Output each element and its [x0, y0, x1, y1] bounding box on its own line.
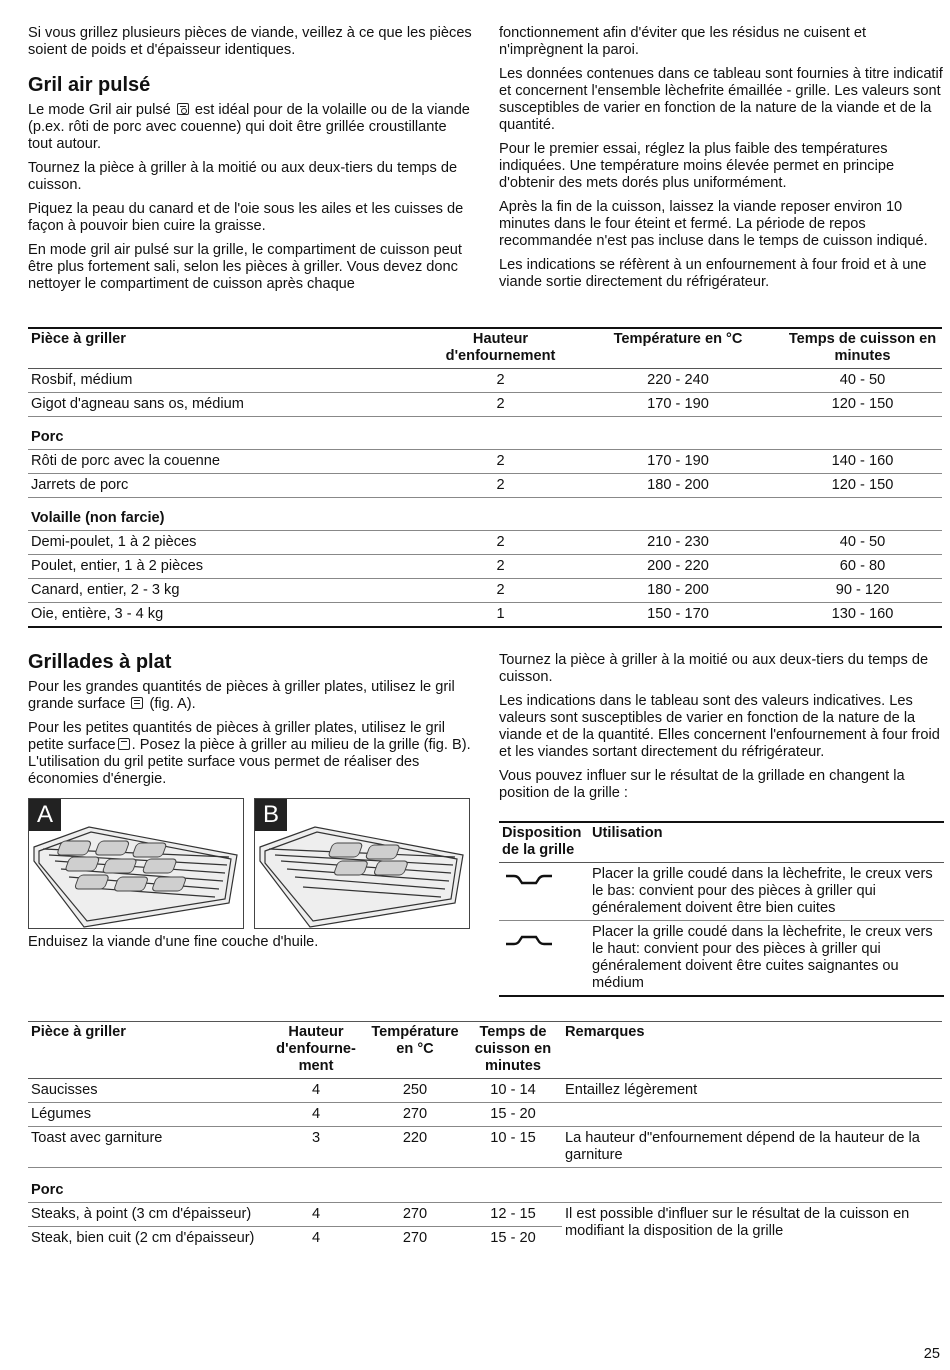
- table-header-row: [28, 1022, 942, 1079]
- gril-air-paragraph-1: Le mode Gril air pulsé est idéal pour de la volaille ou de la viande (p.ex. rôti de porc avec couenne) qui doit être grillée croustillante tout autour.: [28, 102, 470, 152]
- header-temps: Temps de cuisson en minutes: [474, 1024, 552, 1074]
- figure-caption: Enduisez la viande d'une fine couche d'huile.: [28, 934, 319, 950]
- header-temps: Temps de cuisson en minutes: [788, 331, 937, 364]
- figure-a-label: A: [29, 799, 61, 831]
- flat-grill-table: [28, 1021, 942, 1250]
- grillades-paragraph-1: Pour les grandes quantités de pièces à griller plates, utilisez le gril grande surface (fig. A).: [28, 679, 455, 712]
- table-header-row: [499, 822, 944, 863]
- flat-grill-table-wrapper: [28, 1021, 942, 1250]
- left-column-top: [28, 25, 473, 300]
- right-paragraph-0: fonctionnement afin d'éviter que les résidus ne cuisent et n'imprègnent la paroi.: [499, 25, 867, 58]
- gril-air-paragraph-2: Tournez la pièce à griller à la moitié ou aux deux-tiers du temps de cuisson.: [28, 160, 458, 193]
- section-title-gril-air: Gril air pulsé: [28, 74, 151, 96]
- roast-table-wrapper: [28, 327, 942, 628]
- tray-small-illustration: [255, 799, 470, 929]
- rack-table: [499, 821, 944, 997]
- figures: [28, 798, 473, 929]
- group-row-volaille: Volaille (non farcie): [28, 498, 942, 531]
- figure-b-label: B: [255, 799, 287, 831]
- right-mid-paragraph-3: Vous pouvez influer sur le résultat de la grillade en changent la position de la grille :: [499, 768, 905, 801]
- table-row: Toast avec garniture 3 220 10 - 15 La hauteur d"enfournement dépend de la hauteur de la garniture: [28, 1127, 942, 1168]
- group-row-porc: Porc: [28, 417, 942, 450]
- fan-grill-icon: [177, 103, 189, 115]
- figure-caption-wrapper: [28, 934, 473, 958]
- group-row-porc: Porc: [28, 1168, 942, 1203]
- table-row: Saucisses 4 250 10 - 14 Entaillez légèrement: [28, 1079, 942, 1103]
- small-grill-icon: [118, 738, 130, 750]
- header-utilisation: Utilisation: [592, 825, 663, 841]
- table-row: Placer la grille coudé dans la lèchefrite, le creux vers le haut: convient pour des pièces à griller qui généralement doivent être cuites saignantes ou médium: [499, 921, 944, 997]
- large-grill-icon: [131, 697, 143, 709]
- gril-air-paragraph-4: En mode gril air pulsé sur la grille, le compartiment de cuisson peut être plus fortement sali, selon les pièces à griller. Vous devez donc nettoyer le compartiment de cuisson après chaque: [28, 242, 462, 292]
- right-column-top: [499, 25, 944, 298]
- section-title-grillades: Grillades à plat: [28, 651, 172, 673]
- table-row: Steak, bien cuit (2 cm d'épaisseur) 4 270 15 - 20: [31, 1230, 536, 1246]
- right-mid-paragraph-1: Tournez la pièce à griller à la moitié ou aux deux-tiers du temps de cuisson.: [499, 652, 929, 685]
- table-row: Rôti de porc avec la couenne 2 170 - 190 140 - 160: [28, 450, 942, 474]
- header-hauteur: Hauteur d'enfourne-ment: [276, 1024, 356, 1074]
- table-row: Gigot d'agneau sans os, médium 2 170 - 190 120 - 150: [28, 393, 942, 417]
- table-row: Canard, entier, 2 - 3 kg 2 180 - 200 90 - 120: [28, 579, 942, 603]
- table-row: Légumes 4 270 15 - 20: [28, 1103, 942, 1127]
- rack-down-icon: [499, 863, 589, 921]
- header-disposition: Disposition de la grille: [502, 825, 582, 858]
- intro-paragraph: Si vous grillez plusieurs pièces de viande, veillez à ce que les pièces soient de poids et d'épaisseur identiques.: [28, 25, 472, 58]
- table-row: Rosbif, médium 2 220 - 240 40 - 50: [28, 369, 942, 393]
- header-remarques: Remarques: [565, 1024, 645, 1040]
- table-row: Oie, entière, 3 - 4 kg 1 150 - 170 130 - 160: [28, 603, 942, 628]
- rack-up-icon: [499, 921, 589, 997]
- gril-air-paragraph-3: Piquez la peau du canard et de l'oie sous les ailes et les cuisses de façon à pouvoir bien cuire la graisse.: [28, 201, 464, 234]
- table-row: Steaks, à point (3 cm d'épaisseur) 4 270 12 - 15 Il est possible d'influer sur le résultat de la cuisson en modifiant la disposition de la grille: [28, 1203, 942, 1227]
- figure-a: [28, 798, 244, 929]
- rack-table-wrapper: [499, 821, 944, 997]
- right-paragraph-1: Les données contenues dans ce tableau sont fournies à titre indicatif et concernent l'ensemble lèchefrite émaillée - grille. Les valeurs sont susceptibles de varier en fonction de la nature de la viande et de la quantité.: [499, 66, 943, 133]
- header-piece: Pièce à griller: [31, 331, 126, 347]
- grillades-right-column: [499, 652, 944, 809]
- header-piece: Pièce à griller: [31, 1024, 126, 1040]
- table-header-row: [28, 328, 942, 369]
- right-mid-paragraph-2: Les indications dans le tableau sont des valeurs indicatives. Les valeurs sont susceptibles de varier en fonction de la nature de la viande et de la quantité. Elles concernent l'enfournement à four froid et les viandes sortant directement du réfrigérateur.: [499, 693, 940, 760]
- grillades-paragraph-2: Pour les petites quantités de pièces à griller plates, utilisez le gril petite surface . Posez la pièce à griller au milieu de la grille (fig. B). L'utilisation du gril petite surface vous permet de réaliser des économies d'énergie.: [28, 720, 471, 787]
- table-row: Demi-poulet, 1 à 2 pièces 2 210 - 230 40 - 50: [28, 531, 942, 555]
- header-temperature: Température en °C: [371, 1024, 459, 1057]
- right-paragraph-3: Après la fin de la cuisson, laissez la viande reposer environ 10 minutes dans le four éteint et fermé. La période de repos recommandée n'est pas incluse dans le temps de cuisson indiqué.: [499, 199, 928, 249]
- table-row: Poulet, entier, 1 à 2 pièces 2 200 - 220 60 - 80: [28, 555, 942, 579]
- right-paragraph-4: Les indications se réfèrent à un enfournement à four froid et à une viande sortie directement du réfrigérateur.: [499, 257, 927, 290]
- page-number: 25: [923, 1346, 940, 1362]
- right-paragraph-2: Pour le premier essai, réglez la plus faible des températures indiquées. Une température moins élevée permet en principe d'obtenir des mets dorés plus uniformément.: [499, 141, 895, 191]
- table-row: Jarrets de porc 2 180 - 200 120 - 150: [28, 474, 942, 498]
- tray-large-illustration: [29, 799, 244, 929]
- figure-b: [254, 798, 470, 929]
- header-hauteur: Hauteur d'enfournement: [445, 331, 556, 364]
- grillades-left-column: [28, 636, 473, 795]
- header-temperature: Température en °C: [613, 331, 743, 347]
- roast-table: [28, 327, 942, 628]
- table-row: Placer la grille coudé dans la lèchefrite, le creux vers le bas: convient pour des pièces à griller qui généralement doivent être bien cuites: [499, 863, 944, 921]
